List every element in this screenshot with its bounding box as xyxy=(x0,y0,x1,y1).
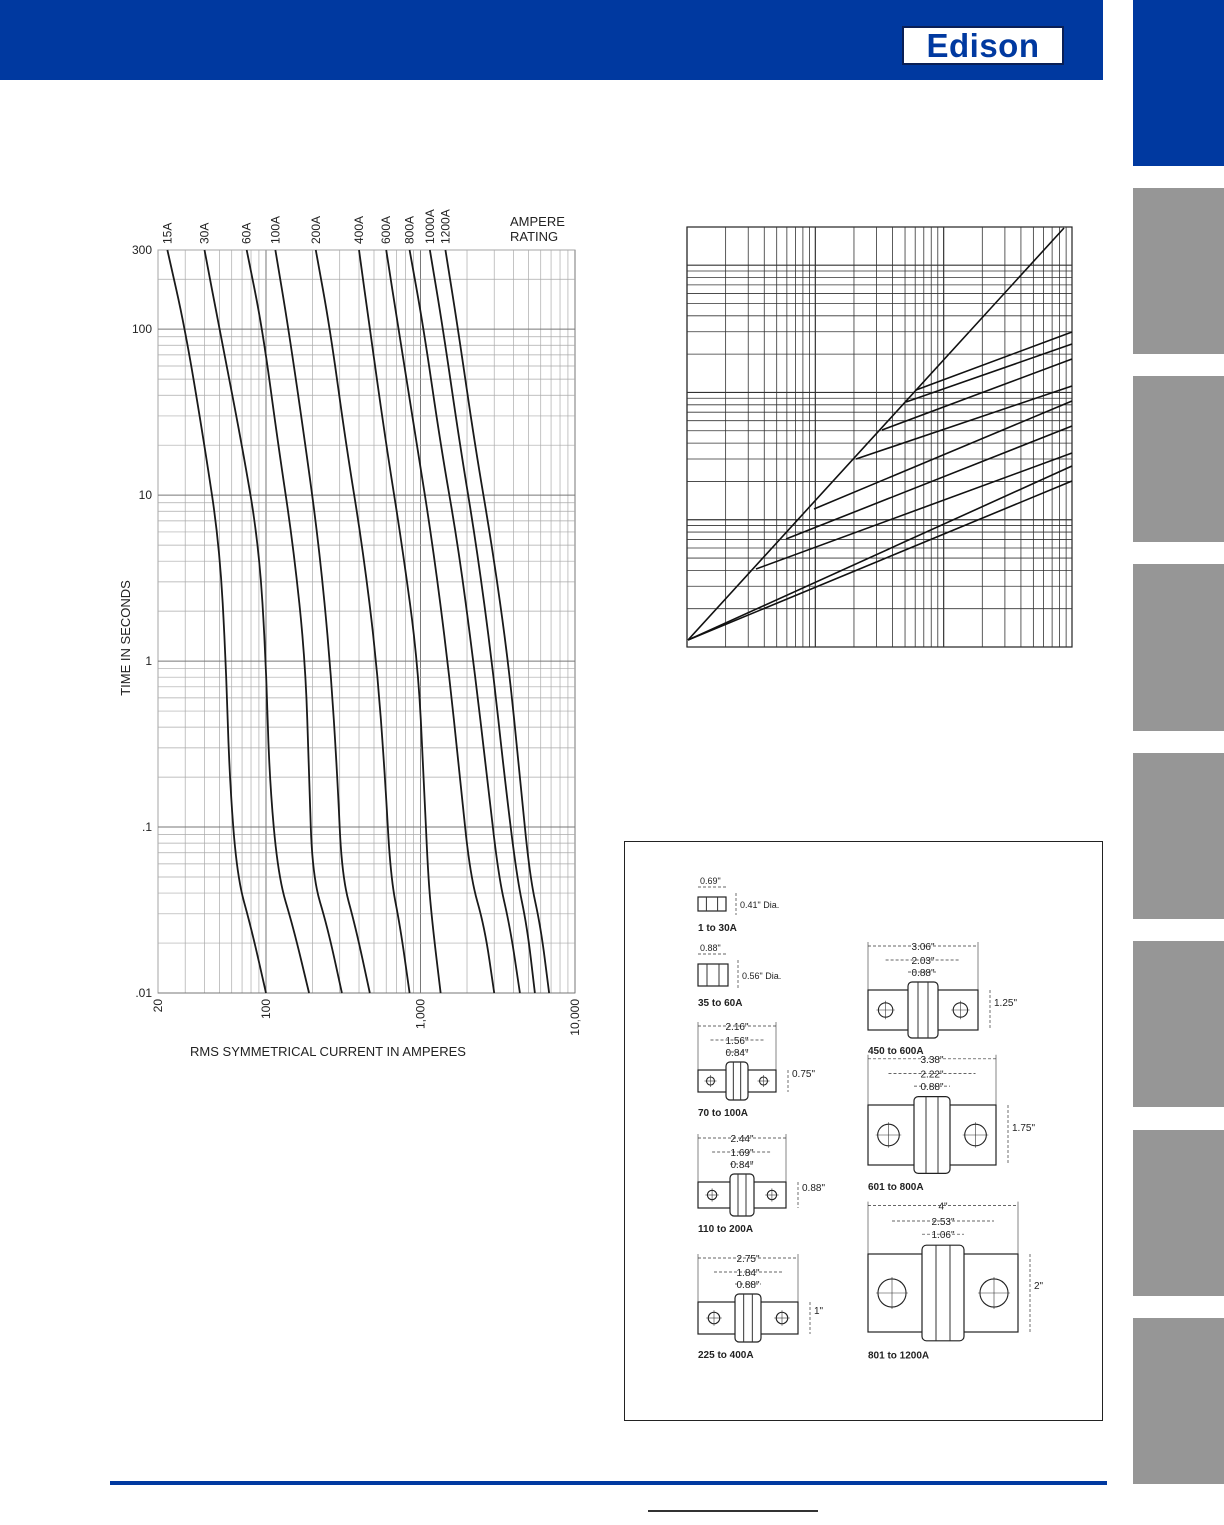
series-label: 400A xyxy=(352,215,367,244)
dimension-label: 1.75" xyxy=(1012,1123,1036,1134)
dimension-label: 0.69" xyxy=(700,876,721,886)
series-line xyxy=(247,250,342,993)
dimension-label: 1.25" xyxy=(994,998,1018,1009)
dimension-label: 0.84" xyxy=(725,1048,749,1059)
series-label: 800A xyxy=(402,215,417,244)
y-tick-label: 10 xyxy=(138,488,152,503)
series-line xyxy=(275,250,369,993)
dimension-label: 1.84" xyxy=(736,1268,760,1279)
fuse-range-label: 70 to 100A xyxy=(698,1108,749,1119)
fuse-barrel xyxy=(726,1062,748,1100)
fuse-barrel xyxy=(730,1174,754,1216)
fuse-range-label: 601 to 800A xyxy=(868,1182,924,1194)
log-log-figure xyxy=(686,226,1073,648)
dimension-label: 3.06" xyxy=(911,942,935,953)
series-label: 200A xyxy=(308,215,323,244)
dimension-label: 2.03" xyxy=(911,956,935,967)
dimension-label: 2" xyxy=(1034,1281,1044,1292)
series-label: 60A xyxy=(239,222,254,244)
chart-ticks xyxy=(132,243,582,1036)
series-labels xyxy=(160,209,452,244)
y-tick-label: .01 xyxy=(135,986,152,1000)
dimension-label: 1" xyxy=(814,1306,824,1317)
series-label: 600A xyxy=(379,215,394,244)
chart-frame xyxy=(158,250,575,993)
series-label: 1000A xyxy=(422,209,437,244)
dimension-label: 2.44" xyxy=(730,1134,754,1145)
dimension-label: 0.75" xyxy=(792,1069,816,1080)
side-tab-3[interactable] xyxy=(1133,376,1224,542)
fuse-body xyxy=(698,897,726,911)
fuse-range-label: 801 to 1200A xyxy=(868,1350,930,1362)
dimension-label: 2.16" xyxy=(725,1022,749,1033)
series-line xyxy=(316,250,410,993)
dimension-label: 0.88" xyxy=(802,1183,826,1194)
x-tick-label: 1,000 xyxy=(413,999,428,1030)
dimension-label: 2.53" xyxy=(931,1217,955,1228)
fuse-range-label: 35 to 60A xyxy=(698,998,743,1009)
figure-frame xyxy=(687,227,1072,647)
dimension-label: 1.56" xyxy=(725,1036,749,1047)
x-tick-label: 10,000 xyxy=(568,999,582,1036)
y-axis-label: TIME IN SECONDS xyxy=(118,580,133,696)
dimension-label: 0.88" xyxy=(736,1280,760,1291)
fuse-range-label: 110 to 200A xyxy=(698,1224,754,1235)
fuse-barrel xyxy=(914,1097,950,1174)
dimension-label: 0.88" xyxy=(700,943,721,953)
fuse-range-label: 225 to 400A xyxy=(698,1350,754,1361)
dimension-label: 0.41" Dia. xyxy=(740,900,780,910)
dimension-label: 4" xyxy=(938,1201,948,1213)
logo-text: Edison xyxy=(926,27,1040,64)
side-tab-6[interactable] xyxy=(1133,941,1224,1107)
time-current-chart-svg xyxy=(100,190,600,1080)
dimension-label: 0.88" xyxy=(911,968,935,979)
dimensions-box xyxy=(624,841,1103,1421)
log-log-figure-svg xyxy=(686,226,1073,648)
series-label: 1200A xyxy=(438,209,453,244)
side-tab-4[interactable] xyxy=(1133,564,1224,731)
dimension-label: 3.38" xyxy=(920,1054,944,1066)
y-tick-label: 100 xyxy=(131,322,152,337)
time-current-chart xyxy=(100,190,600,1080)
dimension-label: 0.56" Dia. xyxy=(742,971,782,981)
footer-short-rule xyxy=(648,1510,818,1512)
footer-rule xyxy=(110,1481,1107,1485)
dimension-label: 1.06" xyxy=(931,1230,955,1242)
dimension-label: 0.84" xyxy=(730,1160,754,1171)
side-tab-2[interactable] xyxy=(1133,188,1224,354)
x-tick-label: 100 xyxy=(258,999,273,1020)
series-label: 15A xyxy=(160,222,175,244)
x-tick-label: 20 xyxy=(151,999,165,1013)
fuse-body xyxy=(698,964,728,986)
series-line xyxy=(445,250,549,993)
dimension-label: 0.88" xyxy=(920,1082,944,1094)
fuse-barrel xyxy=(922,1245,964,1341)
y-tick-label: .1 xyxy=(141,820,152,835)
series-line xyxy=(386,250,494,993)
fuse-range-label: 450 to 600A xyxy=(868,1046,924,1057)
edison-logo xyxy=(902,26,1064,65)
y-tick-label: 300 xyxy=(131,243,152,257)
legend-title-line1: AMPERE xyxy=(510,214,565,229)
side-tab-8[interactable] xyxy=(1133,1318,1224,1484)
side-tab-1[interactable] xyxy=(1133,0,1224,166)
x-axis-label: RMS SYMMETRICAL CURRENT IN AMPERES xyxy=(190,1044,466,1059)
dimension-label: 2.22" xyxy=(920,1069,944,1081)
fuse-barrel xyxy=(908,982,938,1038)
chart-grid xyxy=(158,250,575,993)
chart-curves xyxy=(167,250,549,993)
series-line xyxy=(430,250,535,993)
y-tick-label: 1 xyxy=(145,654,152,669)
legend-title-line2: RATING xyxy=(510,229,559,244)
side-tab-5[interactable] xyxy=(1133,753,1224,919)
series-label: 30A xyxy=(197,222,212,244)
fuse-barrel xyxy=(735,1294,761,1342)
dimensions-svg xyxy=(625,842,1104,1422)
series-label: 100A xyxy=(268,215,283,244)
side-tab-7[interactable] xyxy=(1133,1130,1224,1296)
fuse-range-label: 1 to 30A xyxy=(698,923,737,934)
dimension-label: 2.75" xyxy=(736,1254,760,1265)
dimension-label: 1.69" xyxy=(730,1148,754,1159)
